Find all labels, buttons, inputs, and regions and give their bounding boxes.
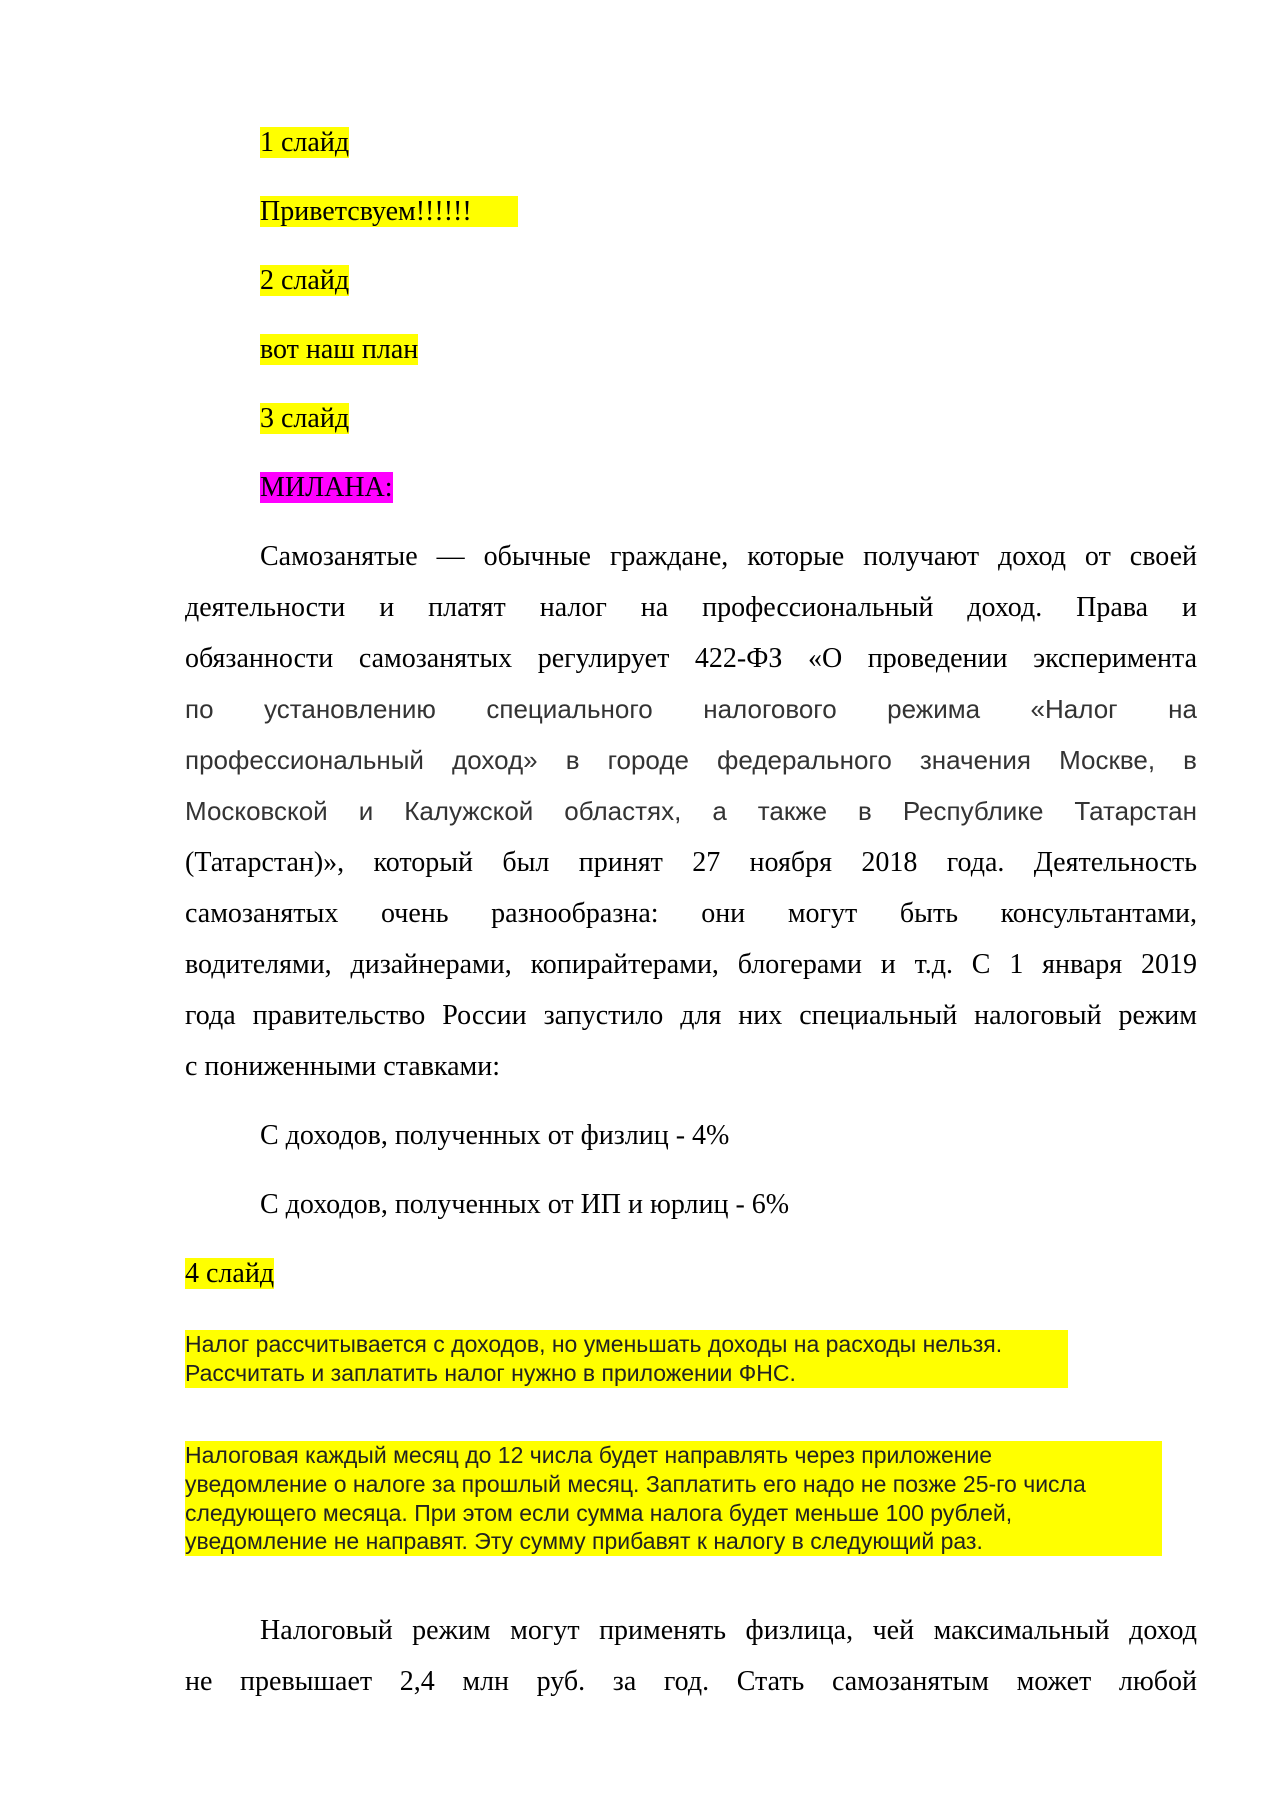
rate-individuals: С доходов, полученных от физлиц - 4% (260, 1120, 730, 1151)
tax-calc-block (185, 1330, 1068, 1388)
paragraph-line: обязанности самозанятых регулирует 422-ФЗ «О проведении эксперимента (185, 643, 1197, 674)
paragraph-line: водителями, дизайнерами, копирайтерами, блогерами и т.д. С 1 января 2019 (185, 949, 1197, 980)
paragraph-line: года правительство России запустило для них специальный налоговый режим (185, 1000, 1197, 1031)
slide-marker-1: 1 слайд (260, 127, 350, 158)
paragraph-line: деятельности и платят налог на профессиональный доход. Права и (185, 592, 1197, 623)
paragraph-line: с пониженными ставками: (185, 1051, 501, 1082)
paragraph-line: (Татарстан)», который был принят 27 ноября 2018 года. Деятельность (185, 847, 1197, 878)
slide-marker-3: 3 слайд (260, 403, 350, 434)
tax-calc-line: Налог рассчитывается с доходов, но уменьшать доходы на расходы нельзя. (185, 1331, 1003, 1357)
tax-notice-block (185, 1441, 1162, 1556)
paragraph-line: не превышает 2,4 млн руб. за год. Стать самозанятым может любой (185, 1666, 1197, 1697)
tax-notice-line: уведомление не направят. Эту сумму прибавят к налогу в следующий раз. (185, 1528, 983, 1555)
tax-notice-line: Налоговая каждый месяц до 12 числа будет направлять через приложение (185, 1442, 993, 1468)
slide-marker-2: 2 слайд (260, 265, 350, 296)
paragraph-line: Самозанятые — обычные граждане, которые получают доход от своей (260, 541, 1197, 572)
tax-notice-line: уведомление о налоге за прошлый месяц. Заплатить его надо не позже 25-го числа (185, 1470, 1086, 1497)
plan-line: вот наш план (260, 334, 419, 365)
paragraph-line: Московской и Калужской областях, а также в Республике Татарстан (185, 796, 1197, 826)
paragraph-line: самозанятых очень разнообразна: они могут быть консультантами, (185, 898, 1197, 929)
greeting-line: Приветсвуем!!!!!! (260, 198, 518, 226)
paragraph-line: по установлению специального налогового режима «Налог на (185, 694, 1197, 724)
speaker-name: МИЛАНА: (260, 472, 393, 503)
paragraph-line: профессиональный доход» в городе федерального значения Москве, в (185, 745, 1197, 775)
paragraph-line: Налоговый режим могут применять физлица, чей максимальный доход (260, 1615, 1197, 1646)
slide-marker-4: 4 слайд (185, 1258, 275, 1289)
tax-notice-line: следующего месяца. При этом если сумма налога будет меньше 100 рублей, (185, 1499, 1013, 1526)
tax-calc-line: Рассчитать и заплатить налог нужно в приложении ФНС. (185, 1359, 796, 1386)
rate-companies: С доходов, полученных от ИП и юрлиц - 6% (260, 1189, 790, 1220)
